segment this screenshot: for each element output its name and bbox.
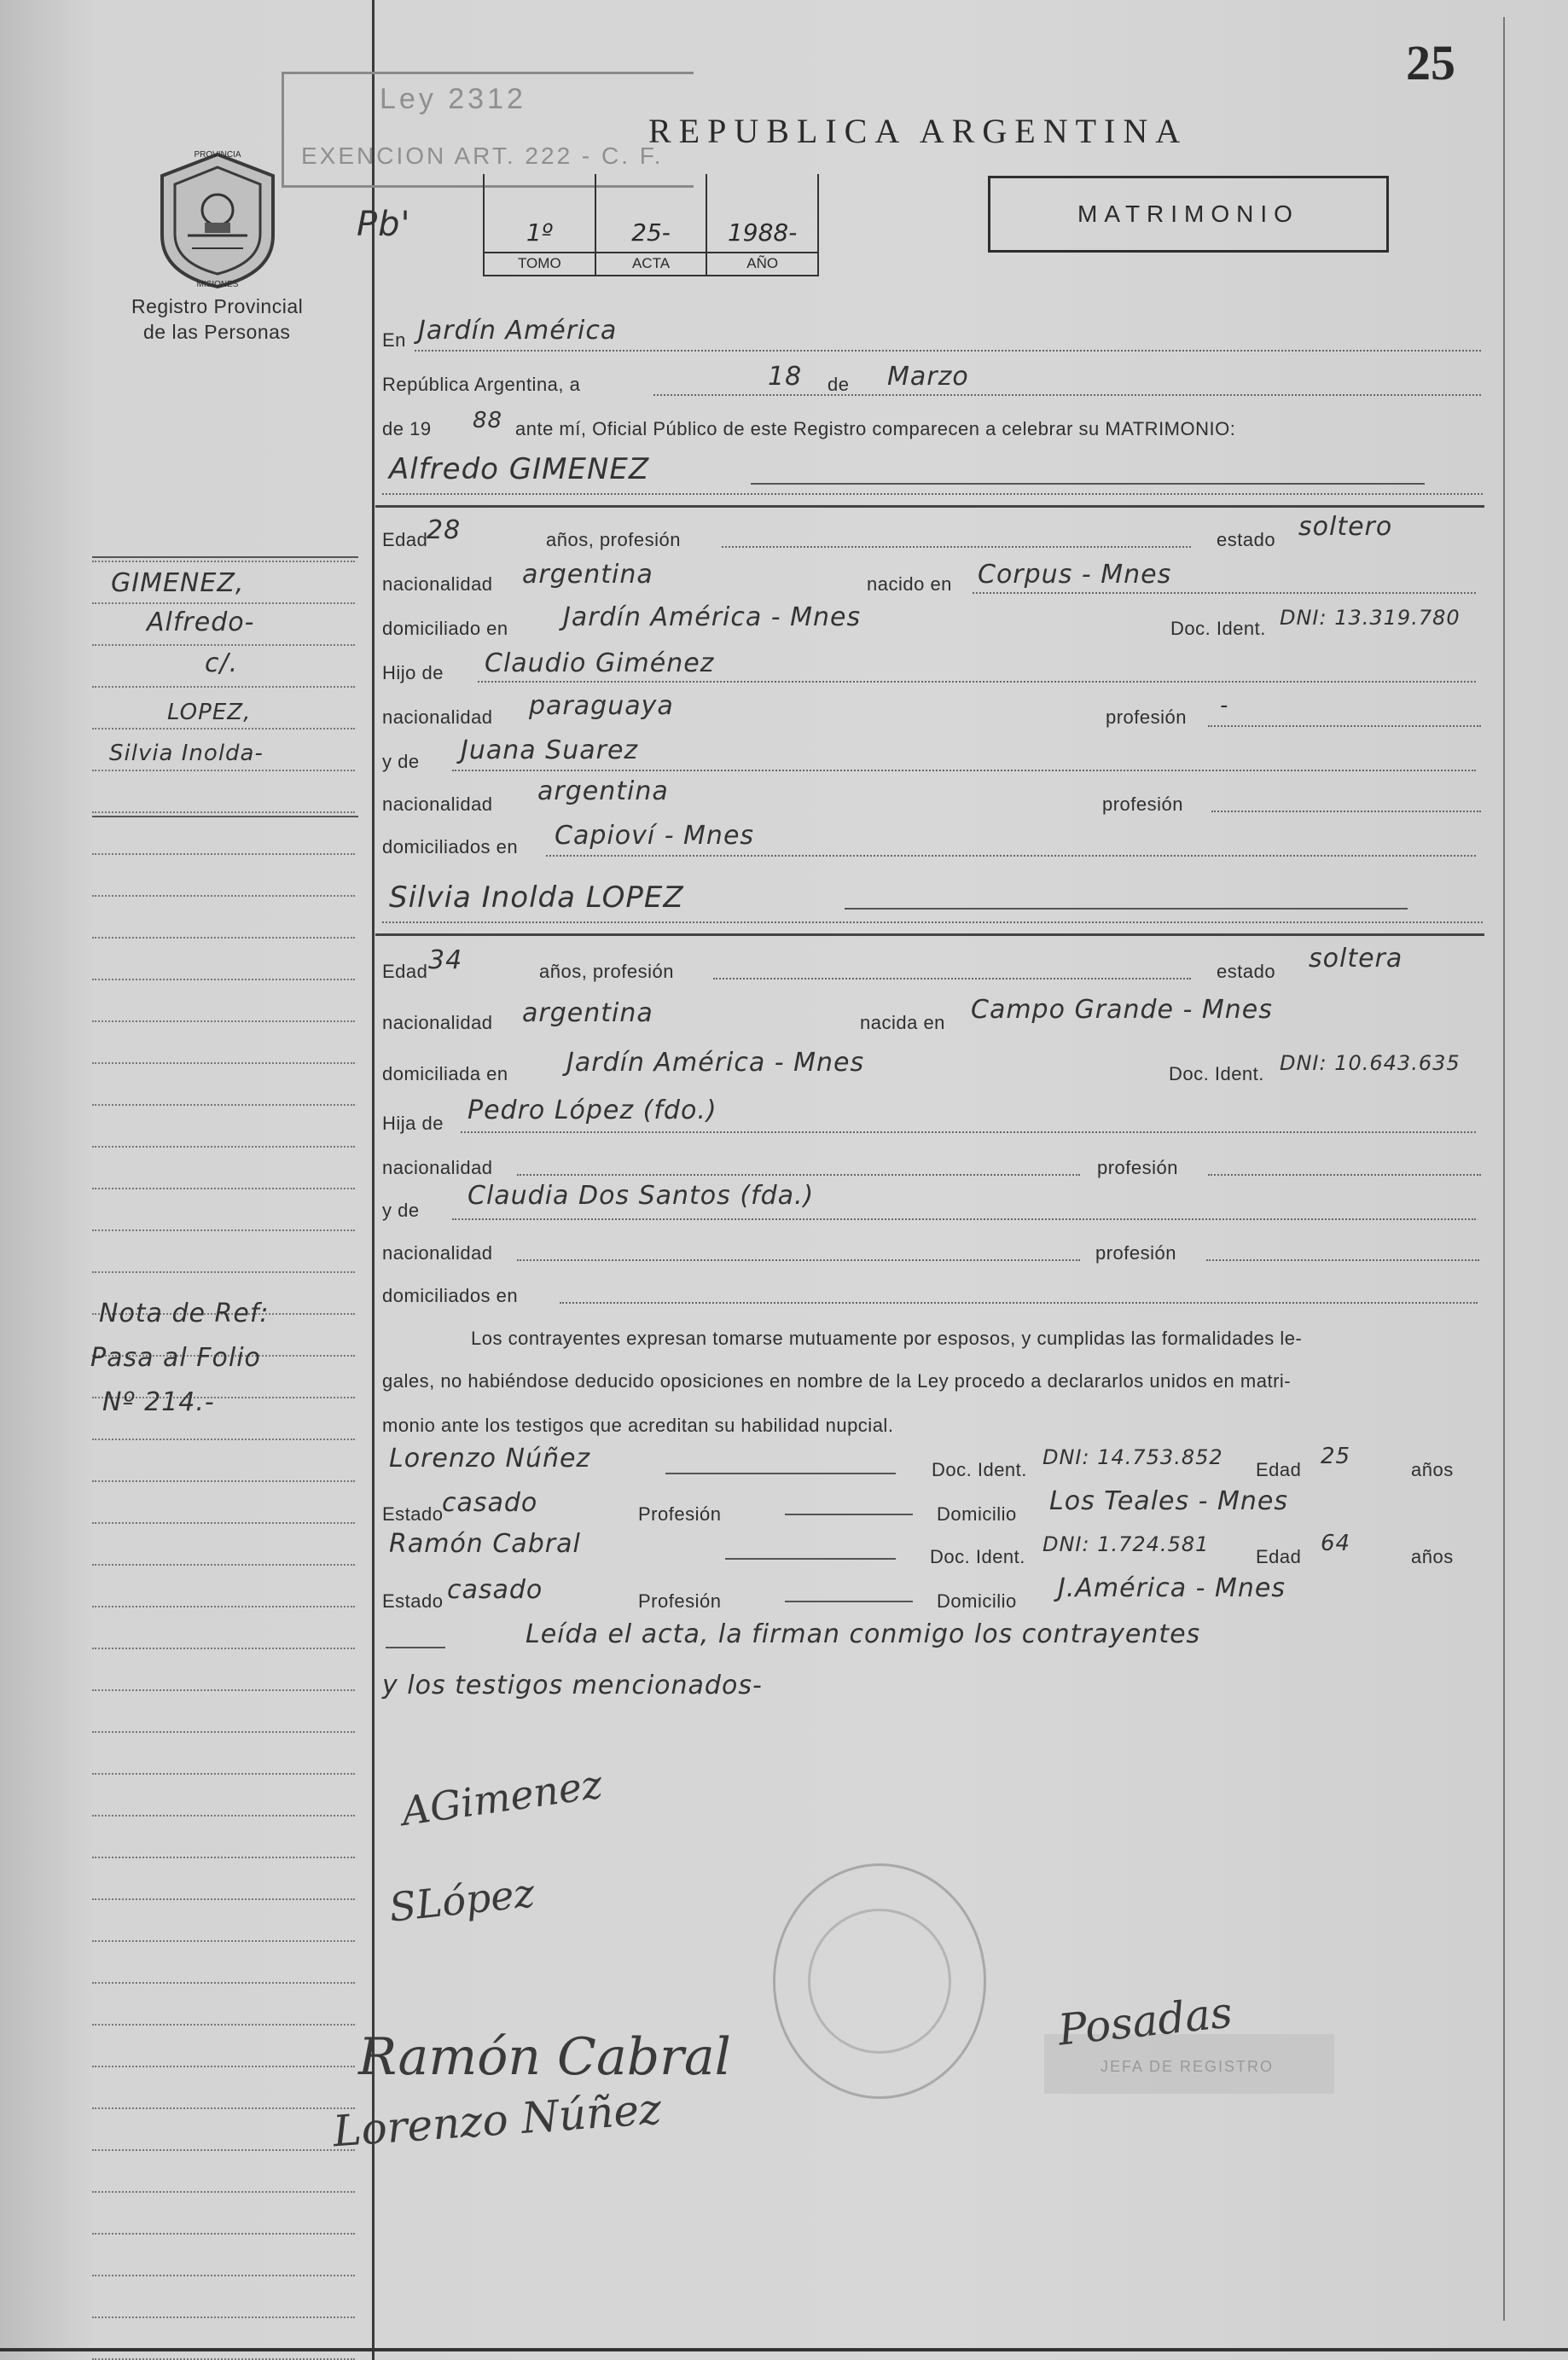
groom-edad-label: Edad bbox=[382, 529, 428, 550]
witness2-estado: casado bbox=[447, 1575, 543, 1605]
bride-mother-label: y de bbox=[382, 1200, 420, 1221]
bride-nac-label: nacionalidad bbox=[382, 1012, 493, 1033]
bride-signature: SLópez bbox=[386, 1869, 537, 1931]
groom-domicilio: Jardín América - Mnes bbox=[563, 602, 862, 632]
intro-sentence: ante mí, Oficial Público de este Registro comparecen a celebrar su MATRIMONIO: bbox=[515, 418, 1236, 439]
groom-mother-prof-label: profesión bbox=[1102, 793, 1184, 815]
record-number-box bbox=[483, 174, 819, 276]
bride-father: Pedro López (fdo.) bbox=[467, 1096, 717, 1125]
month: Marzo bbox=[887, 362, 969, 392]
place: Jardín América bbox=[418, 316, 618, 346]
bride-mother-nac-label: nacionalidad bbox=[382, 1242, 493, 1264]
acta-cell bbox=[596, 174, 708, 275]
witness1-estado-label: Estado bbox=[382, 1503, 444, 1525]
margin-note3: Nº 214.- bbox=[102, 1387, 215, 1417]
bride-edad: 34 bbox=[428, 945, 463, 975]
witness1-doc: DNI: 14.753.852 bbox=[1042, 1445, 1223, 1469]
margin-bride-first: Silvia Inolda- bbox=[109, 741, 264, 766]
acta-label: ACTA bbox=[596, 252, 706, 272]
bride-doc-label: Doc. Ident. bbox=[1169, 1063, 1264, 1084]
witness1-prof-label: Profesión bbox=[638, 1503, 722, 1525]
groom-estado: soltero bbox=[1298, 512, 1393, 542]
official-signature: Posadas bbox=[1055, 1987, 1235, 2055]
groom-nacido-en: Corpus - Mnes bbox=[978, 560, 1172, 590]
margin-ruled-area bbox=[92, 520, 355, 2360]
bride-domicilio: Jardín América - Mnes bbox=[566, 1048, 865, 1078]
groom-father-nac: paraguaya bbox=[529, 691, 674, 721]
de-label: de bbox=[828, 374, 850, 395]
witness1-domicilio: Los Teales - Mnes bbox=[1049, 1486, 1288, 1516]
en-label: En bbox=[382, 329, 406, 351]
tomo-label: TOMO bbox=[485, 252, 595, 272]
tomo-cell bbox=[485, 174, 596, 275]
page-number: 25 bbox=[1406, 35, 1455, 90]
groom-anos-label: años, profesión bbox=[546, 529, 681, 550]
bride-doc: DNI: 10.643.635 bbox=[1280, 1051, 1461, 1075]
province-seal-icon bbox=[154, 150, 282, 291]
groom-parents-dom-label: domiciliados en bbox=[382, 836, 519, 857]
bride-father-label: Hija de bbox=[382, 1113, 444, 1134]
bride-parents-dom-label: domiciliados en bbox=[382, 1285, 519, 1306]
groom-nacionalidad: argentina bbox=[522, 560, 653, 590]
witness2-doc: DNI: 1.724.581 bbox=[1042, 1532, 1210, 1556]
witness2-doc-label: Doc. Ident. bbox=[930, 1546, 1025, 1567]
groom-signature: AGimenez bbox=[398, 1760, 606, 1835]
margin-connector: c/. bbox=[205, 648, 239, 678]
groom-father-prof: - bbox=[1220, 693, 1229, 718]
groom-dom-label: domiciliado en bbox=[382, 618, 508, 639]
witness1-anos-label: años bbox=[1411, 1459, 1454, 1480]
witness2-anos-label: años bbox=[1411, 1546, 1454, 1567]
margin-note1: Nota de Ref: bbox=[99, 1299, 270, 1328]
acta-value: 25- bbox=[631, 218, 671, 247]
rubric-signature: Pb' bbox=[357, 205, 411, 244]
margin-divider bbox=[372, 0, 375, 2360]
declaration-line3: monio ante los testigos que acreditan su habilidad nupcial. bbox=[382, 1415, 894, 1436]
bride-dom-label: domiciliada en bbox=[382, 1063, 508, 1084]
groom-edad: 28 bbox=[427, 515, 462, 545]
ano-value: 1988- bbox=[727, 218, 798, 247]
year-prefix: de 19 bbox=[382, 418, 432, 439]
bride-mother: Claudia Dos Santos (fda.) bbox=[467, 1181, 815, 1211]
rep-label: República Argentina, a bbox=[382, 374, 581, 395]
bride-name: Silvia Inolda LOPEZ bbox=[389, 881, 684, 915]
ano-cell bbox=[707, 174, 817, 275]
official-stamp-text: JEFA DE REGISTRO bbox=[1101, 2058, 1275, 2075]
registry-name-1: Registro Provincial bbox=[131, 295, 304, 317]
witness1-dom-label: Domicilio bbox=[937, 1503, 1017, 1525]
stamp-line2: EXENCION ART. 222 - C. F. bbox=[301, 142, 664, 169]
groom-mother-nac: argentina bbox=[537, 776, 669, 806]
groom-name: Alfredo GIMENEZ bbox=[389, 452, 650, 486]
right-border bbox=[1503, 17, 1505, 2321]
margin-groom-surname: GIMENEZ, bbox=[111, 568, 245, 598]
seal-text-bottom: MISIONES bbox=[196, 280, 239, 289]
bride-estado: soltera bbox=[1309, 944, 1403, 974]
bride-nacionalidad: argentina bbox=[522, 998, 653, 1028]
witness2-signature: Ramón Cabral bbox=[358, 2027, 731, 2087]
margin-note2: Pasa al Folio bbox=[90, 1343, 261, 1373]
groom-estado-label: estado bbox=[1217, 529, 1276, 550]
bride-nacida-en: Campo Grande - Mnes bbox=[971, 995, 1273, 1025]
witness2-dom-label: Domicilio bbox=[937, 1590, 1017, 1612]
bride-anos-label: años, profesión bbox=[539, 961, 674, 982]
exemption-stamp bbox=[282, 72, 694, 188]
declaration-line2: gales, no habiéndose deducido oposiciones en nombre de la Ley procedo a declararlos unidos en matri- bbox=[382, 1370, 1292, 1392]
groom-father: Claudio Giménez bbox=[485, 648, 715, 678]
witness2-domicilio: J.América - Mnes bbox=[1058, 1573, 1286, 1603]
bride-mother-prof-label: profesión bbox=[1095, 1242, 1177, 1264]
groom-mother-nac-label: nacionalidad bbox=[382, 793, 493, 815]
groom-father-label: Hijo de bbox=[382, 662, 444, 683]
groom-parents-dom: Capioví - Mnes bbox=[555, 821, 755, 851]
document-type-box: MATRIMONIO bbox=[988, 176, 1389, 253]
groom-mother: Juana Suarez bbox=[461, 735, 639, 765]
country-title: REPUBLICA ARGENTINA bbox=[648, 112, 1188, 150]
registry-name-2: de las Personas bbox=[143, 321, 291, 343]
bride-father-prof-label: profesión bbox=[1097, 1157, 1179, 1178]
witness2-edad: 64 bbox=[1321, 1531, 1351, 1556]
official-round-seal bbox=[773, 1863, 986, 2099]
tomo-value: 1º bbox=[526, 218, 553, 247]
witness1-edad-label: Edad bbox=[1256, 1459, 1302, 1480]
witness1-estado: casado bbox=[442, 1488, 538, 1518]
closing-line2: y los testigos mencionados- bbox=[382, 1671, 763, 1700]
closing-line1: Leída el acta, la firman conmigo los contrayentes bbox=[526, 1619, 1201, 1649]
groom-father-prof-label: profesión bbox=[1106, 706, 1188, 728]
groom-father-nac-label: nacionalidad bbox=[382, 706, 493, 728]
witness2-edad-label: Edad bbox=[1256, 1546, 1302, 1567]
witness2-estado-label: Estado bbox=[382, 1590, 444, 1612]
witness1-doc-label: Doc. Ident. bbox=[932, 1459, 1027, 1480]
groom-nacido-label: nacido en bbox=[867, 573, 952, 595]
ano-label: AÑO bbox=[707, 252, 817, 272]
bride-nacida-label: nacida en bbox=[860, 1012, 945, 1033]
margin-bride-surname: LOPEZ, bbox=[167, 700, 252, 725]
seal-text-top: PROVINCIA bbox=[194, 150, 241, 160]
day: 18 bbox=[768, 362, 803, 392]
bride-estado-label: estado bbox=[1217, 961, 1276, 982]
bride-edad-label: Edad bbox=[382, 961, 428, 982]
bride-father-nac-label: nacionalidad bbox=[382, 1157, 493, 1178]
witness1-signature: Lorenzo Núñez bbox=[331, 2084, 663, 2157]
witness2-name: Ramón Cabral bbox=[389, 1529, 581, 1559]
groom-nac-label: nacionalidad bbox=[382, 573, 493, 595]
witness1-edad: 25 bbox=[1321, 1444, 1351, 1469]
year-suffix: 88 bbox=[473, 408, 503, 433]
margin-groom-first: Alfredo- bbox=[147, 607, 255, 637]
groom-doc: DNI: 13.319.780 bbox=[1280, 606, 1461, 630]
witness2-prof-label: Profesión bbox=[638, 1590, 722, 1612]
groom-mother-label: y de bbox=[382, 751, 420, 772]
declaration-line1: Los contrayentes expresan tomarse mutuamente por esposos, y cumplidas las formalidades le- bbox=[471, 1328, 1303, 1349]
stamp-line1: Ley 2312 bbox=[380, 83, 526, 115]
groom-doc-label: Doc. Ident. bbox=[1170, 618, 1266, 639]
witness1-name: Lorenzo Núñez bbox=[389, 1444, 591, 1474]
